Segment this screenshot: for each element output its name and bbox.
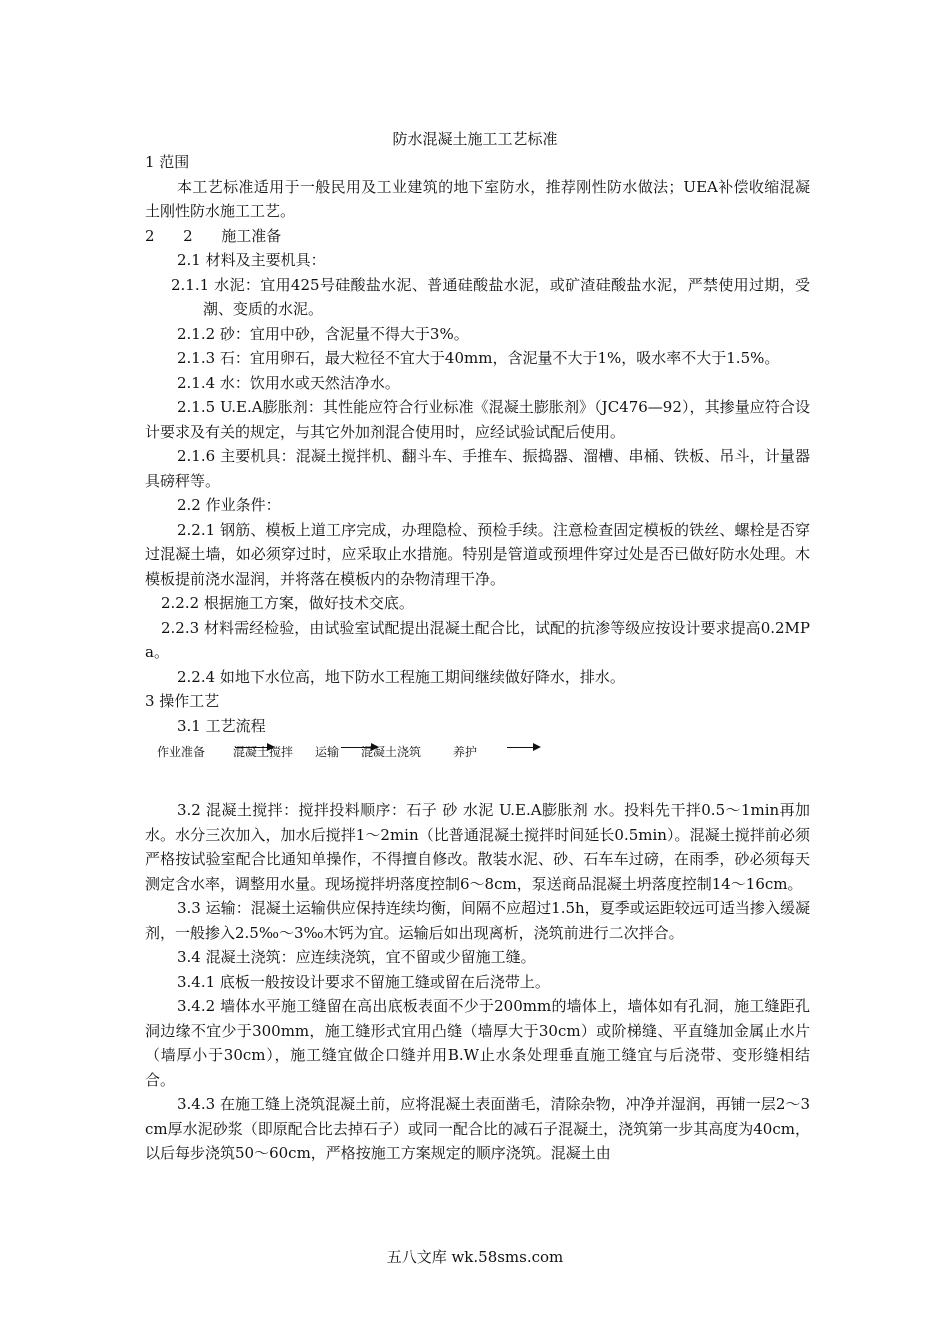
paragraph: 3.3 运输：混凝土运输供应保持连续均衡，间隔不应超过1.5h，夏季或运距较远可适当掺入缓凝剂，一般掺入2.5‰～3‰木钙为宜。运输后如出现离析，浇筑前进行二次拌合。: [145, 899, 810, 942]
footer-watermark: 五八文库 wk.58sms.com: [386, 1248, 564, 1266]
process-flow: [157, 738, 810, 798]
paragraph: 本工艺标准适用于一般民用及工业建筑的地下室防水，推荐刚性防水做法；UEA补偿收缩混凝土刚性防水施工工艺。: [145, 177, 810, 220]
paragraph: 2.1.6 主要机具：混凝土搅拌机、翻斗车、手推车、振捣器、溜槽、串桶、铁板、吊斗，计量器具磅秤等。: [145, 447, 810, 490]
document-title: 防水混凝土施工工艺标准: [392, 130, 558, 148]
paragraph: 2.2.2 根据施工方案，做好技术交底。: [161, 594, 414, 612]
paragraph: 2.1.2 砂：宜用中砂，含泥量不得大于3%。: [177, 324, 469, 343]
paragraph: 3.4.3 在施工缝上浇筑混凝土前，应将混凝土表面凿毛，清除杂物，冲净并湿润，再铺一层2～3cm厚水泥砂浆（即原配合比去掉石子）或同一配合比的减石子混凝土，浇筑第一步其高度为40cm，以后每步浇筑50～60cm，严格按施工方案规定的顺序浇筑。混凝土由: [145, 1095, 810, 1162]
paragraph: 2.2.1 钢筋、模板上道工序完成，办理隐检、预检手续。注意检查固定模板的铁丝、螺栓是否穿过混凝土墙，如必须穿过时，应采取止水措施。特别是管道或预埋件穿过处是否已做好防水处理。木模板提前浇水湿润，并将落在模板内的杂物清理干净。: [145, 520, 810, 588]
section-3-heading: 3 操作工艺: [145, 692, 220, 710]
paragraph: 2.2 作业条件：: [177, 496, 281, 514]
paragraph: 2.2.4 如地下水位高，地下防水工程施工期间继续做好降水，排水。: [177, 667, 625, 686]
flow-arrow: [507, 747, 539, 748]
paragraph: 3.4 混凝土浇筑：应连续浇筑，宜不留或少留施工缝。: [177, 948, 536, 966]
flow-step: 作业准备: [157, 745, 206, 759]
section-2-heading: 2 2 施工准备: [145, 226, 282, 245]
paragraph: 2.2.3 材料需经检验，由试验室试配提出混凝土配合比，试配的抗渗等级应按设计要求提高0.2MPa。: [145, 618, 810, 661]
paragraph: 3.4.2 墙体水平施工缝留在高出底板表面不少于200mm的墙体上，墙体如有孔洞，施工缝距孔洞边缘不宜少于300mm，施工缝形式宜用凸缝（墙厚大于30cm）或阶梯缝、平直缝加金属止水片（墙厚小于30cm），施工缝宜做企口缝并用B.W止水条处理垂直施工缝宜与后浇带、变形缝相结合。: [145, 997, 810, 1089]
paragraph: 3.2 混凝土搅拌：搅拌投料顺序：石子 砂 水泥 U.E.A膨胀剂 水。投料先干拌0.5～1min再加水。水分三次加入，加水后搅拌1～2min（比普通混凝土搅拌时间延长0.5min）。混凝土搅拌前必须严格按试验室配合比通知单操作，不得擅自修改。散装水泥、砂、石车车过磅，在雨季，砂必须每天测定含水率，调整用水量。现场搅拌坍落度控制6～8cm，泵送商品混凝土坍落度控制14～16cm。: [145, 801, 810, 893]
paragraph: 2.1.5 U.E.A膨胀剂：其性能应符合行业标准《混凝土膨胀剂》（JC476—92），其掺量应符合设计要求及有关的规定，与其它外加剂混合使用时，应经试验试配后使用。: [145, 398, 810, 441]
flow-step: 运输: [315, 745, 340, 759]
paragraph: 2.1.1 水泥：宜用425号硅酸盐水泥、普通硅酸盐水泥，或矿渣硅酸盐水泥，严禁使用过期，受潮、变质的水泥。: [171, 275, 810, 318]
section-1-heading: 1 范围: [145, 153, 190, 171]
document-body: [145, 150, 810, 1166]
flow-step: 混凝土搅拌: [233, 745, 294, 759]
flow-step: 养护: [453, 745, 478, 759]
paragraph: 2.1.3 石：宜用卵石，最大粒径不宜大于40mm，含泥量不大于1%，吸水率不大于1.5%。: [177, 349, 780, 367]
paragraph: 3.1 工艺流程: [177, 716, 266, 735]
paragraph: 3.4.1 底板一般按设计要求不留施工缝或留在后浇带上。: [177, 972, 550, 991]
paragraph: 2.1.4 水：饮用水或天然洁净水。: [177, 373, 400, 392]
paragraph: 2.1 材料及主要机具：: [177, 251, 326, 269]
flow-step: 混凝土浇筑: [361, 745, 422, 759]
